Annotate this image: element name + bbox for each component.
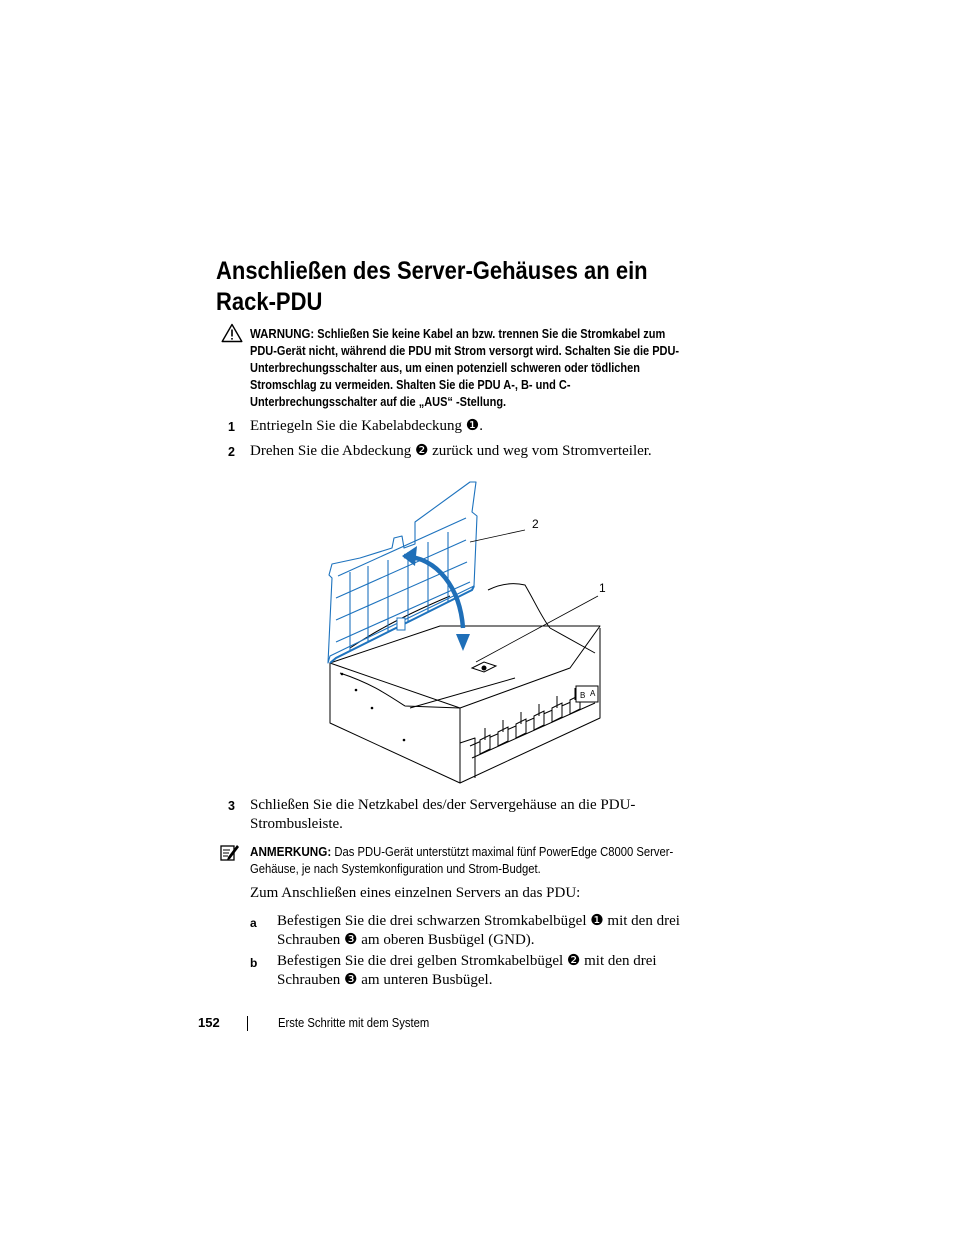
pdu-cover-illustration <box>320 478 620 796</box>
step-1 <box>228 417 730 436</box>
substep-text: Befestigen Sie die drei schwarzen Stromkabelbügel ❶ mit den drei Schrauben ❸ am oberen Busbügel (GND). <box>277 913 680 948</box>
note-box <box>250 843 718 878</box>
substep-letter: b <box>250 956 258 970</box>
page-number: 152 <box>198 1015 220 1030</box>
warning-triangle-icon <box>221 323 243 343</box>
step-number: 3 <box>228 799 235 813</box>
step-text: Entriegeln Sie die Kabelabdeckung ❶. <box>250 418 483 434</box>
substep-text: Befestigen Sie die drei gelben Stromkabelbügel ❷ mit den drei Schrauben ❸ am unteren Busbügel. <box>277 953 657 988</box>
substep-b <box>250 952 707 990</box>
step-number: 2 <box>228 445 235 459</box>
page-title-line-1: Anschließen des Server-Gehäuses an ein <box>216 257 648 285</box>
panel-label-b: B <box>580 691 586 700</box>
footer-divider <box>247 1016 248 1031</box>
warning-text: Schließen Sie keine Kabel an bzw. trennen Sie die Stromkabel zum PDU-Gerät nicht, während die PDU mit Strom versorgt wird. Schalten Sie die PDU-Unterbrechungsschalter aus, um einen potenziell schweren oder tödlichen Stromschlag zu vermeiden. Shalten Sie die PDU A-, B- und C-Unterbrechungsschalter auf die „AUS“ -Stellung. <box>250 327 680 409</box>
footer-chapter-title: Erste Schritte mit dem System <box>278 1016 430 1030</box>
note-pencil-icon <box>220 842 240 862</box>
step-text: Drehen Sie die Abdeckung ❷ zurück und weg vom Stromverteiler. <box>250 443 652 459</box>
note-text: Das PDU-Gerät unterstützt maximal fünf PowerEdge C8000 Server-Gehäuse, je nach Systemkonfiguration und Strom-Budget. <box>250 845 674 876</box>
warning-box <box>250 325 690 411</box>
page-title <box>216 256 674 318</box>
page-title-line-2: Rack-PDU <box>216 288 323 316</box>
callout-1: 1 <box>599 581 606 595</box>
step-3 <box>228 796 680 834</box>
warning-label: WARNUNG: <box>250 326 315 341</box>
step-text: Schließen Sie die Netzkabel des/der Servergehäuse an die PDU-Strombusleiste. <box>250 797 636 832</box>
panel-label-a: A <box>590 689 596 698</box>
step-2 <box>228 442 730 461</box>
substep-letter: a <box>250 916 257 930</box>
step-number: 1 <box>228 420 235 434</box>
callout-2: 2 <box>532 517 539 531</box>
intro-text: Zum Anschließen eines einzelnen Servers an das PDU: <box>250 885 581 901</box>
substep-a <box>250 912 707 950</box>
note-label: ANMERKUNG: <box>250 844 332 859</box>
